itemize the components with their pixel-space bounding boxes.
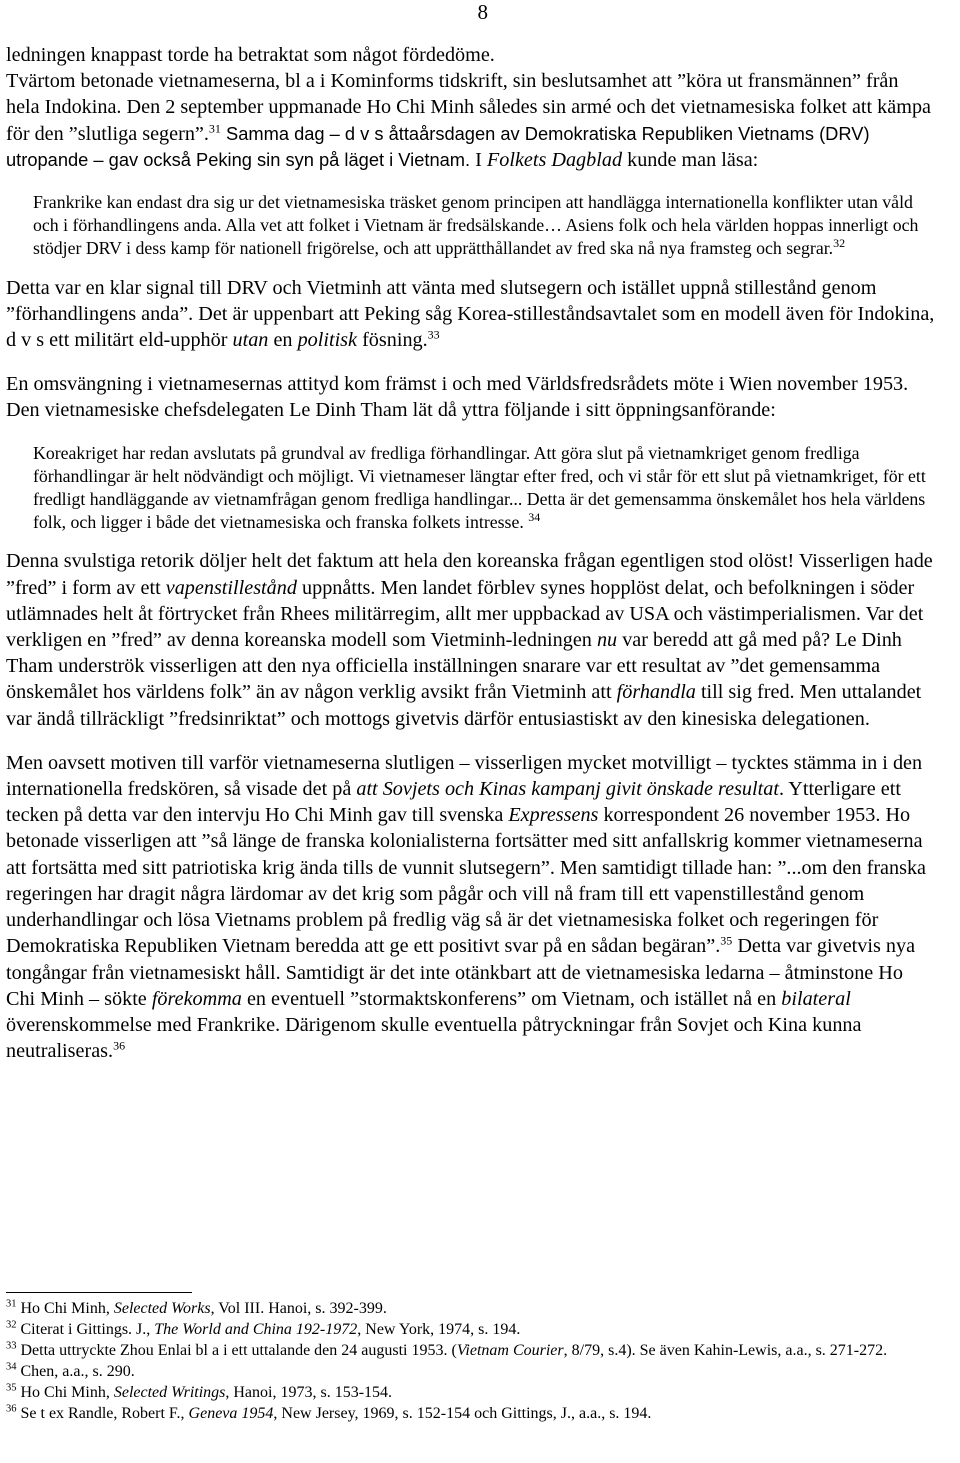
paragraph-6-italic-3: förekomma xyxy=(151,987,242,1010)
paragraph-2-italic: Folkets Dagblad xyxy=(486,148,623,171)
paragraph-1: ledningen knappast torde ha betraktat som något fördedöme. xyxy=(6,44,495,66)
paragraph-2-text-b: Samma dag – d v s åttaårsdagen av Demokratiska Republiken Vietnams (DRV) utropande – gav också Peking sin syn på läget i Vietnam. xyxy=(6,122,870,170)
paragraph-6-text-c: korrespondent 26 november 1953. Ho betonade visserligen att ”så länge de franska kolonialisterna fortsätter med sitt anfallskrig kommer vietnameserna att fortsätta med sitt patriotiska krig ända tills de vunnit slutsegern”. Men samtidigt tillade han: ”...om den franska regeringen har dragit några lärdomar av det krig som pågår och vill nå fram till ett vapenstillestånd genom underhandlingar och lösa Vietnams problem på fredlig väg så är det vietnamesiska folket och regeringen för Demokratiska Republiken Vietnam beredda att ge ett positivt svar på en sådan begäran”. xyxy=(6,804,926,958)
paragraph-6-italic-1: att Sovjets och Kinas kampanj givit önskade resultat xyxy=(356,778,779,801)
footnote-35-number: 35 xyxy=(6,1382,17,1394)
footnote-34-text-a: Chen, a.a., s. 290. xyxy=(16,1363,135,1380)
footnote-33 xyxy=(6,1340,936,1361)
footnote-34 xyxy=(6,1361,936,1382)
block-quote-2 xyxy=(33,442,936,535)
page-number: 8 xyxy=(477,0,488,24)
footnote-31-italic: Selected Works xyxy=(113,1300,211,1317)
footnote-36-italic: Geneva 1954 xyxy=(188,1405,274,1422)
block-quote-1-text: Frankrike kan endast dra sig ur det vietnamesiska träsket genom principen att handlägga internationella konflikter utan våld och i förhandlingens anda. Alla vet att folket i Vietnam är fredsälskande… Asiens folk och hela världen hoppas innerligt och stödjer DRV i dess kamp för nationell frigörelse, och att upprätthållandet av fred ska nå nya framsteg och segrar. xyxy=(33,192,919,259)
footnote-31-text-b: , Vol III. Hanoi, s. 392-399. xyxy=(210,1300,387,1317)
paragraph-2 xyxy=(6,68,936,173)
paragraph-2-text-c: I xyxy=(470,148,487,171)
footnote-36-number: 36 xyxy=(6,1403,17,1415)
footnote-35-text-b: , Hanoi, 1973, s. 153-154. xyxy=(225,1384,393,1401)
footnote-32-text-b: , New York, 1974, s. 194. xyxy=(357,1321,521,1338)
footnote-33-text-b: , 8/79, s.4). Se även Kahin-Lewis, a.a., s. 271-272. xyxy=(563,1342,888,1359)
paragraph-3-text-b: en xyxy=(268,329,298,352)
paragraph-5-text-d: till sig fred. Men uttalandet var ändå tillräckligt ”fredsinriktat” och mottogs givetvis därför entusiastiskt av den kinesiska delegationen. xyxy=(6,681,922,730)
footnote-32-italic: The World and China 192-1972 xyxy=(154,1321,358,1338)
footnote-34-number: 34 xyxy=(6,1361,17,1373)
paragraph-3-italic-1: utan xyxy=(232,329,269,352)
footnote-33-text-a: Detta uttryckte Zhou Enlai bl a i ett uttalande den 24 augusti 1953. ( xyxy=(16,1342,457,1359)
footnote-ref-33[interactable]: 33 xyxy=(427,327,440,342)
footnote-ref-35[interactable]: 35 xyxy=(720,933,733,948)
footnote-36-text-a: Se t ex Randle, Robert F., xyxy=(16,1405,189,1422)
paragraph-5-text-c: var beredd att gå med på? Le Dinh Tham underströk visserligen att den nya officiella inställningen snarare var ett resultat av ”det gemensamma önskemålet hos världens folk” än av någon verklig avsikt från Vietminh att xyxy=(6,629,902,704)
paragraph-5-text-a: Denna svulstiga retorik döljer helt det faktum att hela den koreanska frågan egentligen stod olöst! Visserligen hade ”fred” i form av ett xyxy=(6,550,933,599)
footnote-31-number: 31 xyxy=(6,1298,17,1310)
paragraph-3-text-c: fösning. xyxy=(357,329,428,352)
footnote-32-text-a: Citerat i Gittings. J., xyxy=(16,1321,155,1338)
footnote-33-italic: Vietnam Courier xyxy=(456,1342,564,1359)
paragraph-6-text-e: en eventuell ”stormaktskonferens” om Vietnam, och istället nå en xyxy=(241,987,782,1010)
paragraph-3-italic-2: politisk xyxy=(297,329,358,352)
paragraph-5 xyxy=(6,548,936,731)
footnote-33-number: 33 xyxy=(6,1340,17,1352)
paragraph-6-italic-4: bilateral xyxy=(781,987,851,1010)
paragraph-6-text-f: överenskommelse med Frankrike. Därigenom skulle eventuella påtryckningar från Sovjet och Kina kunna neutraliseras. xyxy=(6,1013,862,1063)
paragraph-4: En omsvängning i vietnamesernas attityd kom främst i och med Världsfredsrådets möte i Wien november 1953. Den vietnamesiske chefsdelegaten Le Dinh Tham lät då yttra följande i sitt öppningsanförande: xyxy=(6,373,909,422)
paragraph-5-italic-1: vapenstillestånd xyxy=(165,576,297,599)
paragraph-2-text-a: Tvärtom betonade vietnameserna, bl a i Kominforms tidskrift, sin beslutsamhet att ”köra ut fransmännen” från hela Indokina. Den 2 september uppmanade Ho Chi Minh således sin armé och det vietnamesiska folket att kämpa för den ”slutliga segern”. xyxy=(6,70,931,145)
block-quote-2-text: Koreakriget har redan avslutats på grundval av fredliga förhandlingar. Att göra slut på vietnamkriget genom fredliga förhandlingar är helt nödvändigt och möjligt. Vi vietnameser längtar efter fred, och vi står för ett slut på vietnamkriget, för ett fredligt handläggande av vietnamfrågan genom fredliga handlingar... Detta är det gemensamma önskemålet hos hela världens folk, och ligger i både det vietnamesiska och franska folkets intresse. xyxy=(33,442,926,533)
footnote-31-text-a: Ho Chi Minh, xyxy=(16,1300,114,1317)
footnote-35 xyxy=(6,1382,936,1403)
paragraph-6-text-b: . Ytterligare ett tecken på detta var den intervju Ho Chi Minh gav till svenska xyxy=(6,778,901,827)
footnotes xyxy=(6,1298,936,1424)
footnote-36-text-b: , New Jersey, 1969, s. 152-154 och Gittings, J., a.a., s. 194. xyxy=(273,1405,652,1422)
paragraph-3 xyxy=(6,275,936,354)
paragraph-6-italic-2: Expressens xyxy=(508,804,599,827)
footnote-ref-34[interactable]: 34 xyxy=(528,510,541,525)
footnote-ref-31[interactable]: 31 xyxy=(208,120,221,135)
paragraph-6-text-a: Men oavsett motiven till varför vietnameserna slutligen – visserligen mycket motvilligt – tycktes stämma in i den internationella fredskören, så visade det på xyxy=(6,751,923,801)
footnote-separator xyxy=(6,1292,192,1293)
paragraph-2-text-d: kunde man läsa: xyxy=(622,148,759,171)
block-quote-1 xyxy=(33,191,936,261)
main-text xyxy=(6,42,936,1082)
footnote-31 xyxy=(6,1298,936,1319)
footnote-ref-36[interactable]: 36 xyxy=(113,1038,126,1053)
footnote-32-number: 32 xyxy=(6,1319,17,1331)
footnote-35-italic: Selected Writings xyxy=(113,1384,226,1401)
paragraph-6 xyxy=(6,750,936,1064)
footnote-ref-32[interactable]: 32 xyxy=(833,236,846,251)
footnote-36 xyxy=(6,1403,936,1424)
footnote-35-text-a: Ho Chi Minh, xyxy=(16,1384,114,1401)
footnote-32 xyxy=(6,1319,936,1340)
paragraph-5-text-b: uppnåtts. Men landet förblev synes hopplöst delat, och befolkningen i söder utlämnades helt åt förtrycket från Rhees militärregim, allt mer uppbackad av USA och västimperialismen. Var det verkligen en ”fred” av denna koreanska modell som Vietminh-ledningen xyxy=(6,576,924,652)
paragraph-5-italic-2: nu xyxy=(596,629,618,652)
paragraph-6-text-d: Detta var givetvis nya tongångar från vietnamesiskt håll. Samtidigt är det inte otänkbart att de vietnamesiska ledarna – åtminstone Ho Chi Minh – sökte xyxy=(6,935,916,1010)
paragraph-5-italic-3: förhandla xyxy=(616,681,696,704)
paragraph-3-text-a: Detta var en klar signal till DRV och Vietminh att vänta med slutsegern och istället uppnå stillestånd genom ”förhandlingens anda”. Det är uppenbart att Peking såg Korea-stilleståndsavtalet som en modell även för Indokina, d v s ett militärt eld-upphör xyxy=(6,276,935,352)
